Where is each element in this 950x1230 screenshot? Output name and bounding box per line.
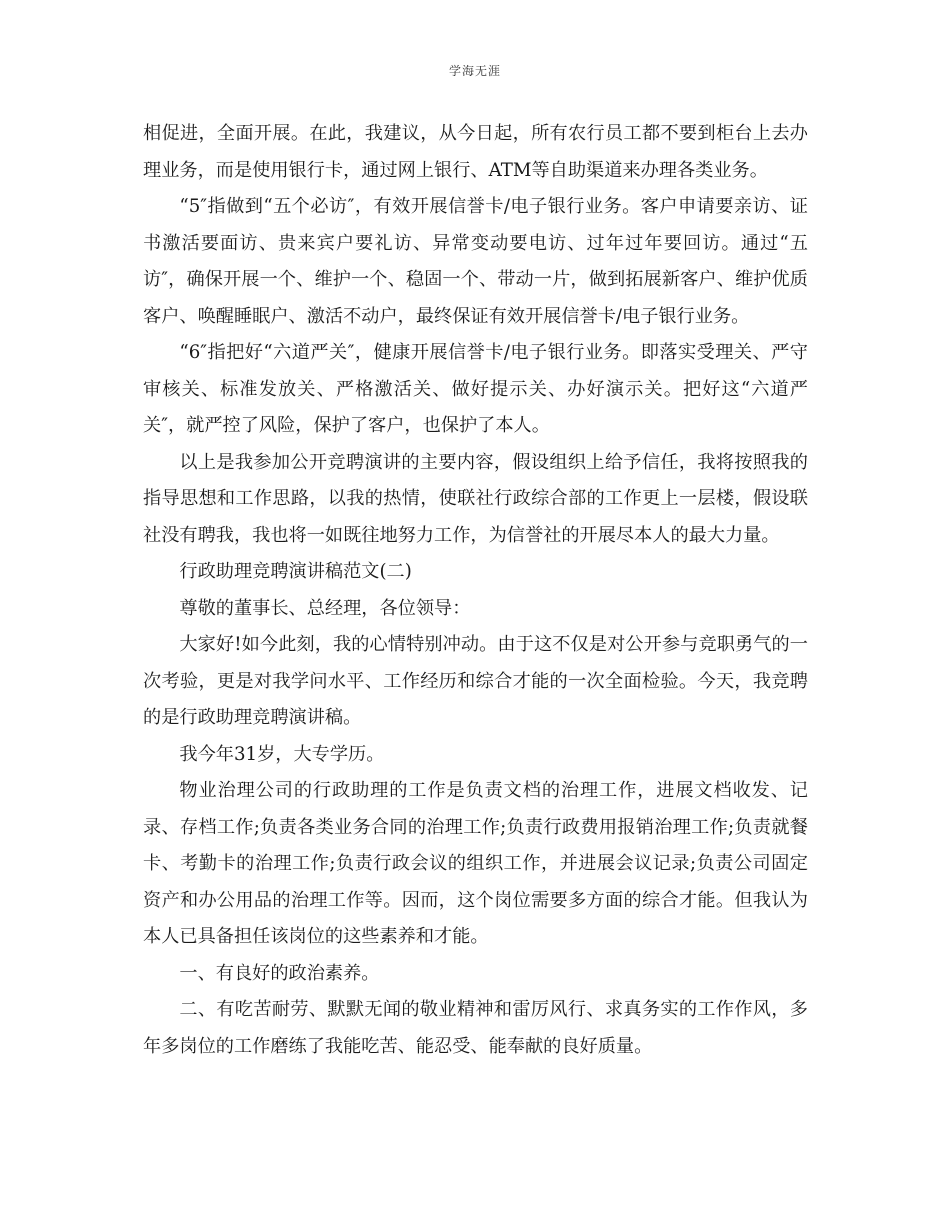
paragraph: 物业治理公司的行政助理的工作是负责文档的治理工作，进展文档收发、记录、存档工作;负责各类业务合同的治理工作;负责行政费用报销治理工作;负责就餐卡、考勤卡的治理工作;负责行政会议的组织工作，并进展会议记录;负责公司固定资产和办公用品的治理工作等。因而，这个岗位需要多方面的综合才能。但我认为本人已具备担任该岗位的这些素养和才能。 — [143, 780, 808, 947]
page-header: 学海无涯 — [448, 64, 501, 78]
paragraph: 我今年31岁，大专学历。 — [179, 743, 385, 765]
paragraph: 一、有良好的政治素养。 — [179, 962, 380, 984]
document-body — [143, 116, 808, 1065]
paragraph: 相促进，全面开展。在此，我建议，从今日起，所有农行员工都不要到柜台上去办理业务，而是使用银行卡，通过网上银行、ATM等自助渠道来办理各类业务。 — [143, 123, 808, 181]
paragraph: “6″指把好“六道严关″，健康开展信誉卡/电子银行业务。即落实受理关、严守审核关、标准发放关、严格激活关、做好提示关、办好演示关。把好这“六道严关″，就严控了风险，保护了客户，也保护了本人。 — [143, 342, 808, 436]
section-title: 行政助理竞聘演讲稿范文(二) — [179, 561, 412, 582]
paragraph: 大家好!如今此刻，我的心情特别冲动。由于这不仅是对公开参与竞职勇气的一次考验，更是对我学问水平、工作经历和综合才能的一次全面检验。今天，我竞聘的是行政助理竞聘演讲稿。 — [143, 634, 808, 728]
salutation: 尊敬的董事长、总经理，各位领导： — [179, 597, 471, 619]
paragraph: 以上是我参加公开竞聘演讲的主要内容，假设组织上给予信任，我将按照我的指导思想和工作思路，以我的热情，使联社行政综合部的工作更上一层楼，假设联社没有聘我，我也将一如既往地努力工作，为信誉社的开展尽本人的最大力量。 — [143, 451, 808, 546]
paragraph: “5″指做到“五个必访″，有效开展信誉卡/电子银行业务。客户申请要亲访、证书激活要面访、贵来宾户要礼访、异常变动要电访、过年过年要回访。通过“五访″，确保开展一个、维护一个、稳固一个、带动一片，做到拓展新客户、维护优质客户、唤醒睡眠户、激活不动户，最终保证有效开展信誉卡/电子银行业务。 — [143, 196, 808, 327]
paragraph: 二、有吃苦耐劳、默默无闻的敬业精神和雷厉风行、求真务实的工作作风，多年多岗位的工作磨练了我能吃苦、能忍受、能奉献的良好质量。 — [143, 999, 808, 1057]
